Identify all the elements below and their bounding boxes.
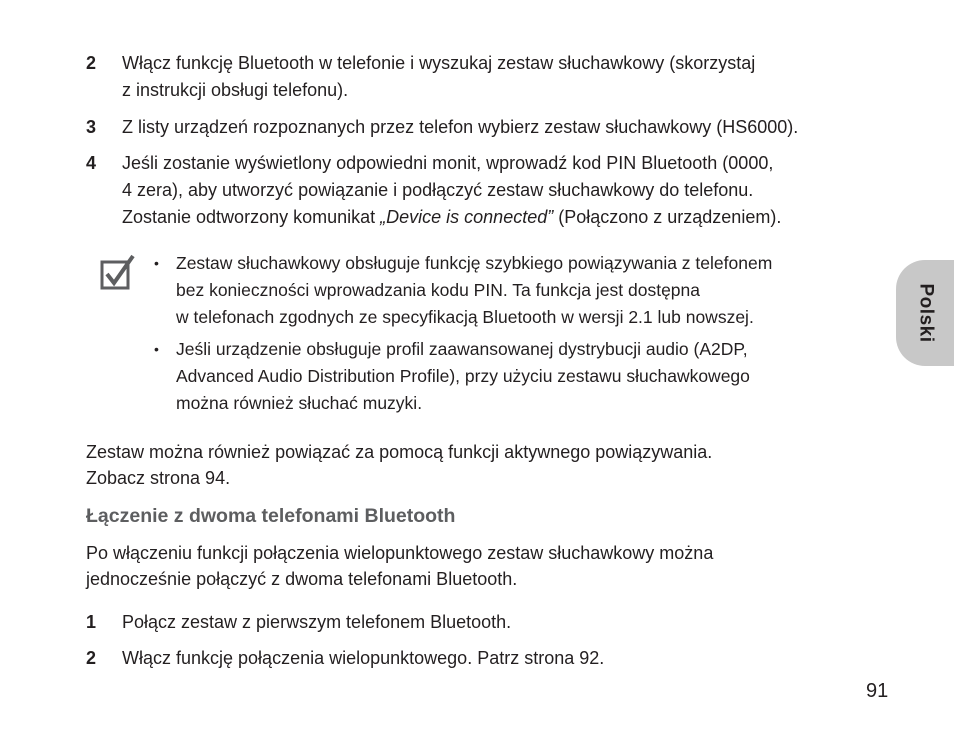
step-text-segment: Zostanie odtworzony komunikat	[122, 207, 381, 227]
step-text-line: Włącz funkcję połączenia wielopunktowego. Patrz strona 92.	[122, 648, 605, 668]
multipoint-paragraph	[86, 540, 876, 592]
paragraph-line: jednocześnie połączyć z dwoma telefonami Bluetooth.	[86, 569, 518, 589]
device-connected-message: „Device is connected”	[380, 207, 554, 227]
step-text-line	[122, 204, 882, 231]
step-number: 4	[86, 153, 97, 173]
note-line: Zestaw słuchawkowy obsługuje funkcję szybkiego powiązywania z telefonem	[176, 253, 773, 273]
language-tab	[896, 260, 954, 366]
language-tab-label: Polski	[915, 283, 937, 343]
checkbox-check-icon	[100, 254, 136, 290]
note-line: w telefonach zgodnych ze specyfikacją Bluetooth w wersji 2.1 lub nowszej.	[176, 307, 754, 327]
note-line: bez konieczności wprowadzania kodu PIN. Ta funkcja jest dostępna	[176, 280, 701, 300]
note-line: można również słuchać muzyki.	[176, 393, 423, 413]
step-number: 3	[86, 117, 97, 137]
pairing-paragraph	[86, 439, 876, 491]
step-text-line: Połącz zestaw z pierwszym telefonem Bluetooth.	[122, 612, 512, 632]
step-text	[122, 150, 882, 231]
step-text-segment: (Połączono z urządzeniem).	[553, 207, 782, 227]
step-text	[122, 114, 882, 141]
paragraph-line: Zestaw można również powiązać za pomocą funkcji aktywnego powiązywania.	[86, 442, 713, 462]
step-text-line: 4 zera), aby utworzyć powiązanie i podłączyć zestaw słuchawkowy do telefonu.	[122, 180, 754, 200]
section-heading: Łączenie z dwoma telefonami Bluetooth	[86, 505, 456, 527]
step-number: 2	[86, 53, 97, 73]
step-text	[122, 50, 882, 104]
bullet-symbol: •	[154, 341, 159, 357]
bullet-symbol: •	[154, 255, 159, 271]
step-number: 1	[86, 612, 97, 632]
paragraph-line: Zobacz strona 94.	[86, 468, 231, 488]
step-text-line: Włącz funkcję Bluetooth w telefonie i wyszukaj zestaw słuchawkowy (skorzystaj	[122, 53, 756, 73]
step-text-line: z instrukcji obsługi telefonu).	[122, 80, 349, 100]
paragraph-line: Po włączeniu funkcji połączenia wielopunktowego zestaw słuchawkowy można	[86, 543, 714, 563]
note-bullet-text	[176, 250, 856, 331]
step-text	[122, 609, 882, 636]
page-number: 91	[866, 680, 889, 702]
step-number: 2	[86, 648, 97, 668]
note-line: Jeśli urządzenie obsługuje profil zaawansowanej dystrybucji audio (A2DP,	[176, 339, 748, 359]
note-bullet-text	[176, 336, 856, 417]
note-line: Advanced Audio Distribution Profile), przy użyciu zestawu słuchawkowego	[176, 366, 750, 386]
step-text-line: Jeśli zostanie wyświetlony odpowiedni monit, wprowadź kod PIN Bluetooth (0000,	[122, 153, 774, 173]
step-text-line: Z listy urządzeń rozpoznanych przez telefon wybierz zestaw słuchawkowy (HS6000).	[122, 117, 799, 137]
step-text	[122, 645, 882, 672]
